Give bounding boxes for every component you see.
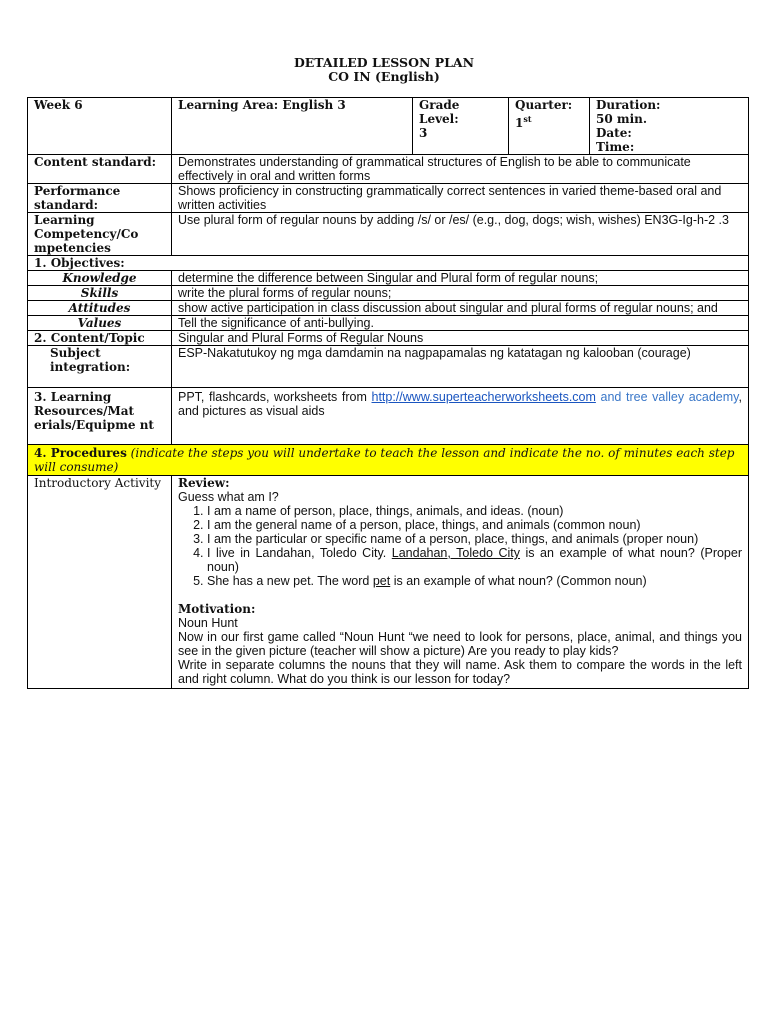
list-item: 2. I am the general name of a person, place, things, and animals (common noun): [207, 518, 742, 532]
motivation-heading: Motivation:: [178, 602, 256, 616]
motivation-paragraph-2: Write in separate columns the nouns that they will name. Ask them to compare the words in the left and right column. What do you think is our lesson for today?: [178, 658, 742, 686]
resources-row: [28, 388, 749, 445]
resources-label: 3. Learning Resources/Mat erials/Equipme nt: [28, 388, 172, 445]
objectives-row: [28, 256, 749, 271]
subject-integration-label: Subject integration:: [28, 346, 172, 388]
procedures-row: [28, 445, 749, 476]
values-label: Values: [28, 316, 172, 331]
knowledge-text: determine the difference between Singular and Plural form of regular nouns;: [172, 271, 749, 286]
underlined-text: pet: [372, 574, 391, 588]
tree-valley-academy: tree valley academy: [625, 390, 739, 404]
grade-level-cell: [413, 98, 509, 155]
item-text: She has a new pet. The word: [207, 574, 373, 588]
lesson-plan-table: [27, 97, 749, 689]
item-text: I live in Landahan, Toledo City.: [207, 546, 392, 560]
skills-row: [28, 286, 749, 301]
objectives-label: 1. Objectives:: [28, 256, 749, 271]
superteacher-link[interactable]: http://www.superteacherworksheets.com: [371, 390, 596, 404]
resources-and: and: [595, 390, 622, 404]
content-standard-label: Content standard:: [28, 155, 172, 184]
resources-text-before: PPT, flashcards, worksheets from: [178, 390, 372, 404]
procedures-header: [28, 445, 749, 476]
content-topic-text: Singular and Plural Forms of Regular Nouns: [172, 331, 749, 346]
quarter-value: 1: [515, 116, 524, 130]
competency-row: [28, 213, 749, 256]
attitudes-text: show active participation in class discussion about singular and plural forms of regular nouns; and: [172, 301, 749, 316]
introductory-content: [172, 476, 749, 689]
values-text: Tell the significance of anti-bullying.: [172, 316, 749, 331]
list-item: [207, 546, 742, 574]
review-heading: Review:: [178, 476, 230, 490]
competency-text: Use plural form of regular nouns by adding /s/ or /es/ (e.g., dog, dogs; wish, wishes) EN3G-Ig-h-2 .3: [172, 213, 749, 256]
time-label: Time:: [596, 140, 635, 154]
motivation-title: Noun Hunt: [178, 616, 238, 630]
knowledge-label: Knowledge: [28, 271, 172, 286]
values-row: [28, 316, 749, 331]
grade-level-value: 3: [419, 126, 428, 140]
list-item: 1. I am a name of person, place, things, animals, and ideas. (noun): [207, 504, 742, 518]
list-item: [207, 574, 742, 588]
subject-integration-text: ESP-Nakatutukoy ng mga damdamin na nagpapamalas ng katatagan ng kalooban (courage): [172, 346, 749, 388]
performance-standard-label: Performance standard:: [28, 184, 172, 213]
review-list: [178, 504, 742, 588]
duration-value: 50 min.: [596, 112, 648, 126]
procedures-note: (indicate the steps you will undertake to teach the lesson and indicate the no. of minutes each step will consume): [34, 446, 735, 474]
review-intro: Guess what am I?: [178, 490, 279, 504]
underlined-text: Landahan, Toledo City: [391, 546, 521, 560]
quarter-label: Quarter:: [515, 98, 573, 112]
week-cell: Week 6: [28, 98, 172, 155]
date-label: Date:: [596, 126, 632, 140]
content-topic-label: 2. Content/Topic: [28, 331, 172, 346]
list-item: 3. I am the particular or specific name of a person, place, things, and animals (proper noun): [207, 532, 742, 546]
skills-text: write the plural forms of regular nouns;: [172, 286, 749, 301]
skills-label: Skills: [28, 286, 172, 301]
subject-integration-row: [28, 346, 749, 388]
item-text: is an example of what noun? (Proper noun): [207, 546, 742, 574]
document-subtitle: CO IN (English): [328, 69, 440, 84]
performance-standard-row: [28, 184, 749, 213]
content-standard-text: Demonstrates understanding of grammatical structures of English to be able to communicate effectively in oral and written forms: [172, 155, 749, 184]
knowledge-row: [28, 271, 749, 286]
attitudes-label: Attitudes: [28, 301, 172, 316]
resources-text-after: , and pictures as visual aids: [178, 390, 742, 418]
duration-label: Duration:: [596, 98, 661, 112]
document-title: DETAILED LESSON PLAN: [293, 55, 475, 70]
performance-standard-text: Shows proficiency in constructing grammatically correct sentences in varied theme-based oral and written activities: [172, 184, 749, 213]
competency-label: Learning Competency/Co mpetencies: [28, 213, 172, 256]
content-standard-row: [28, 155, 749, 184]
item-text: is an example of what noun? (Common noun): [390, 574, 647, 588]
quarter-suffix: st: [523, 114, 532, 124]
header-row: [28, 98, 749, 155]
learning-area-cell: Learning Area: English 3: [172, 98, 413, 155]
grade-level-label: Grade Level:: [419, 98, 460, 126]
procedures-label: 4. Procedures: [34, 446, 127, 460]
motivation-paragraph-1: Now in our first game called “Noun Hunt “we need to look for persons, place, animal, and things you see in the given picture (teacher will show a picture) Are you ready to play kids?: [178, 630, 742, 658]
content-topic-row: [28, 331, 749, 346]
quarter-cell: [509, 98, 590, 155]
introductory-label: Introductory Activity: [28, 476, 172, 689]
resources-text: [172, 388, 749, 445]
duration-cell: [590, 98, 749, 155]
introductory-row: [28, 476, 749, 689]
attitudes-row: [28, 301, 749, 316]
